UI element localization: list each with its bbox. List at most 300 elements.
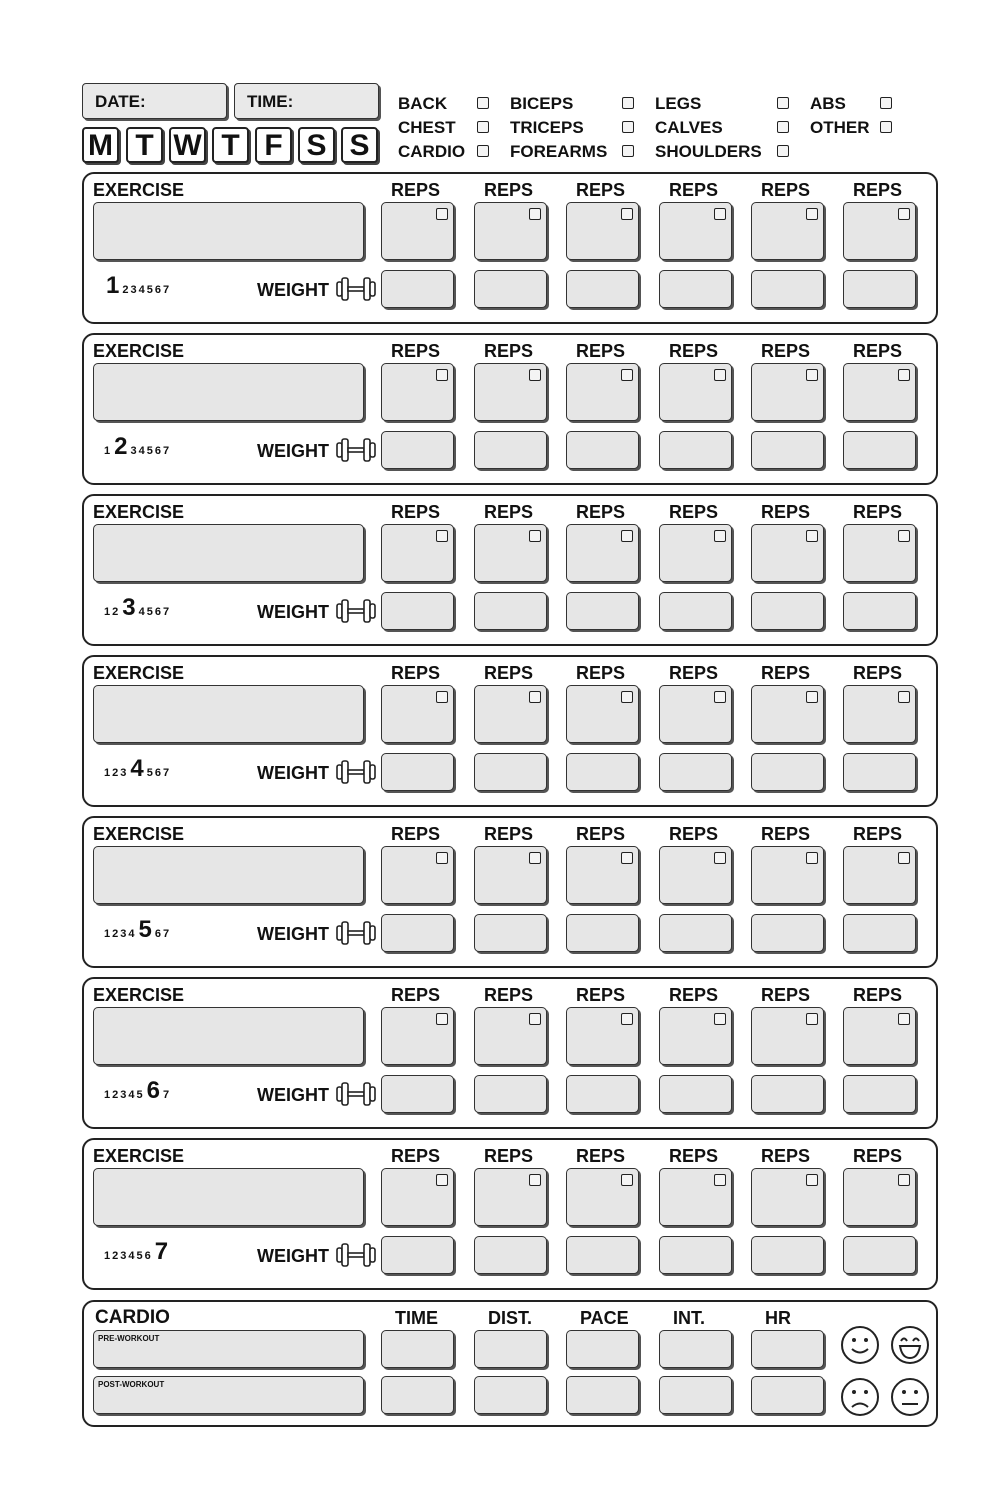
order-digit-7: 7	[162, 767, 172, 779]
order-digit-1: 1	[104, 445, 113, 457]
weight-input-set-3[interactable]	[566, 914, 639, 952]
reps-input-set-3[interactable]	[566, 685, 639, 743]
day-button-3[interactable]: W	[169, 127, 206, 163]
reps-input-set-6[interactable]	[843, 1007, 916, 1065]
reps-input-set-5[interactable]	[751, 524, 824, 582]
set-complete-checkbox[interactable]	[806, 369, 818, 381]
set-complete-checkbox[interactable]	[436, 530, 448, 542]
exercise-label: EXERCISE	[93, 502, 185, 522]
cardio-col-time: TIME	[395, 1308, 438, 1328]
day-button-2[interactable]: T	[126, 127, 163, 163]
reps-input-set-4[interactable]	[659, 1007, 732, 1065]
set-complete-checkbox[interactable]	[898, 208, 910, 220]
order-digit-3: 3	[120, 767, 129, 779]
exercise-name-input[interactable]	[93, 846, 364, 904]
cardio-col-pace: PACE	[580, 1308, 629, 1328]
order-digit-3: 3	[120, 1089, 129, 1101]
set-complete-checkbox[interactable]	[898, 691, 910, 703]
muscle-label-shoulders: SHOULDERS	[655, 142, 762, 161]
weight-label: WEIGHT	[257, 602, 329, 622]
order-digit-5: 5	[136, 1250, 145, 1262]
set-complete-checkbox[interactable]	[436, 208, 448, 220]
weight-input-set-4[interactable]	[659, 914, 732, 952]
reps-input-set-1[interactable]	[381, 1168, 454, 1226]
order-digit-7: 7	[162, 928, 172, 940]
reps-input-set-1[interactable]	[381, 363, 454, 421]
dumbbell-icon	[335, 920, 377, 946]
exercise-order-indicator	[104, 433, 171, 461]
set-complete-checkbox[interactable]	[529, 530, 541, 542]
weight-input-set-4[interactable]	[659, 1236, 732, 1274]
reps-label: REPS	[761, 824, 811, 844]
order-digit-2: 2	[112, 928, 121, 940]
exercise-order-indicator	[104, 272, 171, 300]
reps-input-set-2[interactable]	[474, 846, 547, 904]
weight-label: WEIGHT	[257, 1246, 329, 1266]
reps-label: REPS	[576, 985, 626, 1005]
reps-input-set-3[interactable]	[566, 1168, 639, 1226]
reps-label: REPS	[853, 341, 903, 361]
reps-label: REPS	[484, 985, 534, 1005]
weight-input-set-6[interactable]	[843, 753, 916, 791]
order-digit-7: 7	[154, 1238, 170, 1265]
pre-int-input[interactable]	[659, 1330, 732, 1368]
reps-input-set-6[interactable]	[843, 363, 916, 421]
weight-input-set-2[interactable]	[474, 753, 547, 791]
reps-input-set-4[interactable]	[659, 363, 732, 421]
exercise-label: EXERCISE	[93, 1146, 185, 1166]
exercise-label: EXERCISE	[93, 824, 185, 844]
reps-label: REPS	[761, 663, 811, 683]
order-digit-3: 3	[130, 445, 139, 457]
weight-input-set-1[interactable]	[381, 592, 454, 630]
weight-input-set-3[interactable]	[566, 270, 639, 308]
order-digit-5: 5	[146, 445, 155, 457]
reps-input-set-3[interactable]	[566, 202, 639, 260]
reps-label: REPS	[853, 1146, 903, 1166]
muscle-label-chest: CHEST	[398, 118, 456, 137]
post-dist-input[interactable]	[474, 1376, 547, 1414]
weight-input-set-2[interactable]	[474, 270, 547, 308]
weight-input-set-1[interactable]	[381, 1236, 454, 1274]
muscle-checkbox-forearms[interactable]	[622, 145, 634, 157]
post-workout-label: POST-WORKOUT	[98, 1380, 165, 1389]
post-time-input[interactable]	[381, 1376, 454, 1414]
exercise-name-input[interactable]	[93, 363, 364, 421]
order-digit-6: 6	[146, 1077, 161, 1104]
order-digit-1: 1	[104, 767, 113, 779]
weight-label: WEIGHT	[257, 280, 329, 300]
cardio-col-hr: HR	[765, 1308, 791, 1328]
reps-input-set-3[interactable]	[566, 363, 639, 421]
weight-input-set-1[interactable]	[381, 270, 454, 308]
exercise-order-indicator	[104, 594, 171, 622]
reps-input-set-4[interactable]	[659, 685, 732, 743]
order-digit-4: 4	[128, 1250, 137, 1262]
muscle-checkbox-other[interactable]	[880, 121, 892, 133]
reps-label: REPS	[669, 1146, 719, 1166]
reps-input-set-2[interactable]	[474, 524, 547, 582]
set-complete-checkbox[interactable]	[529, 208, 541, 220]
exercise-label: EXERCISE	[93, 985, 185, 1005]
weight-input-set-4[interactable]	[659, 270, 732, 308]
set-complete-checkbox[interactable]	[436, 852, 448, 864]
reps-input-set-5[interactable]	[751, 363, 824, 421]
set-complete-checkbox[interactable]	[436, 369, 448, 381]
weight-input-set-4[interactable]	[659, 753, 732, 791]
reps-label: REPS	[853, 502, 903, 522]
set-complete-checkbox[interactable]	[621, 691, 633, 703]
exercise-name-input[interactable]	[93, 1007, 364, 1065]
reps-label: REPS	[576, 663, 626, 683]
muscle-label-forearms: FOREARMS	[510, 142, 608, 161]
order-digit-5: 5	[136, 1089, 145, 1101]
set-complete-checkbox[interactable]	[529, 369, 541, 381]
weight-input-set-4[interactable]	[659, 1075, 732, 1113]
set-complete-checkbox[interactable]	[529, 1174, 541, 1186]
order-digit-1: 1	[104, 1250, 113, 1262]
cardio-panel	[82, 1300, 938, 1427]
order-digit-3: 3	[120, 928, 129, 940]
reps-label: REPS	[853, 985, 903, 1005]
muscle-checkbox-cardio[interactable]	[477, 145, 489, 157]
set-complete-checkbox[interactable]	[898, 530, 910, 542]
reps-label: REPS	[669, 663, 719, 683]
weight-input-set-6[interactable]	[843, 431, 916, 469]
weight-input-set-3[interactable]	[566, 431, 639, 469]
reps-label: REPS	[761, 985, 811, 1005]
set-complete-checkbox[interactable]	[898, 1013, 910, 1025]
reps-label: REPS	[576, 502, 626, 522]
weight-input-set-5[interactable]	[751, 914, 824, 952]
date-label: DATE:	[95, 92, 146, 111]
set-complete-checkbox[interactable]	[714, 691, 726, 703]
order-digit-7: 7	[162, 445, 172, 457]
reps-input-set-2[interactable]	[474, 1168, 547, 1226]
weight-input-set-2[interactable]	[474, 1236, 547, 1274]
reps-label: REPS	[576, 824, 626, 844]
exercise-panel-6	[82, 977, 938, 1129]
exercise-name-input[interactable]	[93, 685, 364, 743]
set-complete-checkbox[interactable]	[898, 369, 910, 381]
exercise-order-indicator	[104, 1238, 171, 1266]
weight-input-set-3[interactable]	[566, 753, 639, 791]
order-digit-1: 1	[104, 1089, 113, 1101]
order-digit-2: 2	[112, 606, 121, 618]
dumbbell-icon	[335, 1081, 377, 1107]
set-complete-checkbox[interactable]	[714, 208, 726, 220]
weight-input-set-5[interactable]	[751, 431, 824, 469]
weight-input-set-1[interactable]	[381, 431, 454, 469]
post-workout-input[interactable]	[93, 1376, 364, 1414]
pre-hr-input[interactable]	[751, 1330, 824, 1368]
muscle-label-abs: ABS	[810, 94, 846, 113]
set-complete-checkbox[interactable]	[714, 1013, 726, 1025]
reps-input-set-6[interactable]	[843, 1168, 916, 1226]
weight-label: WEIGHT	[257, 441, 329, 461]
order-digit-1: 1	[104, 928, 113, 940]
weight-input-set-4[interactable]	[659, 431, 732, 469]
day-button-5[interactable]: F	[255, 127, 292, 163]
muscle-checkbox-shoulders[interactable]	[777, 145, 789, 157]
set-complete-checkbox[interactable]	[898, 852, 910, 864]
reps-label: REPS	[669, 341, 719, 361]
weight-input-set-6[interactable]	[843, 1075, 916, 1113]
exercise-name-input[interactable]	[93, 524, 364, 582]
exercise-panel-2	[82, 333, 938, 485]
exercise-order-indicator	[104, 916, 171, 944]
order-digit-2: 2	[114, 433, 129, 460]
weight-input-set-6[interactable]	[843, 914, 916, 952]
set-complete-checkbox[interactable]	[806, 530, 818, 542]
reps-label: REPS	[391, 663, 441, 683]
order-digit-5: 5	[146, 284, 155, 296]
reps-label: REPS	[669, 985, 719, 1005]
day-button-4[interactable]: T	[212, 127, 249, 163]
weight-input-set-5[interactable]	[751, 270, 824, 308]
reps-input-set-5[interactable]	[751, 685, 824, 743]
order-digit-3: 3	[122, 594, 137, 621]
weight-input-set-1[interactable]	[381, 1075, 454, 1113]
reps-label: REPS	[669, 180, 719, 200]
set-complete-checkbox[interactable]	[436, 1174, 448, 1186]
weight-input-set-1[interactable]	[381, 753, 454, 791]
set-complete-checkbox[interactable]	[436, 691, 448, 703]
exercise-name-input[interactable]	[93, 202, 364, 260]
reps-label: REPS	[391, 985, 441, 1005]
reps-input-set-4[interactable]	[659, 202, 732, 260]
order-digit-2: 2	[122, 284, 131, 296]
reps-input-set-1[interactable]	[381, 685, 454, 743]
time-field[interactable]	[234, 83, 379, 119]
reps-input-set-1[interactable]	[381, 524, 454, 582]
grin-face-icon[interactable]	[890, 1325, 930, 1365]
exercise-panel-5	[82, 816, 938, 968]
muscle-checkbox-chest[interactable]	[477, 121, 489, 133]
exercise-label: EXERCISE	[93, 180, 185, 200]
exercise-panel-3	[82, 494, 938, 646]
order-digit-4: 4	[138, 445, 147, 457]
weight-input-set-3[interactable]	[566, 1236, 639, 1274]
muscle-checkbox-abs[interactable]	[880, 97, 892, 109]
reps-input-set-3[interactable]	[566, 524, 639, 582]
set-complete-checkbox[interactable]	[806, 1174, 818, 1186]
reps-label: REPS	[853, 180, 903, 200]
muscle-checkbox-biceps[interactable]	[622, 97, 634, 109]
set-complete-checkbox[interactable]	[806, 1013, 818, 1025]
weight-input-set-5[interactable]	[751, 592, 824, 630]
reps-input-set-1[interactable]	[381, 1007, 454, 1065]
date-field[interactable]	[82, 83, 227, 119]
weight-input-set-1[interactable]	[381, 914, 454, 952]
reps-label: REPS	[484, 180, 534, 200]
muscle-label-biceps: BICEPS	[510, 94, 574, 113]
reps-label: REPS	[761, 1146, 811, 1166]
reps-label: REPS	[761, 180, 811, 200]
reps-input-set-1[interactable]	[381, 202, 454, 260]
order-digit-6: 6	[154, 928, 163, 940]
muscle-label-back: BACK	[398, 94, 448, 113]
order-digit-4: 4	[130, 755, 145, 782]
day-button-6[interactable]: S	[298, 127, 335, 163]
weight-input-set-5[interactable]	[751, 1236, 824, 1274]
set-complete-checkbox[interactable]	[529, 691, 541, 703]
muscle-label-other: OTHER	[810, 118, 870, 137]
reps-label: REPS	[391, 824, 441, 844]
order-digit-7: 7	[162, 606, 172, 618]
weight-input-set-4[interactable]	[659, 592, 732, 630]
reps-label: REPS	[484, 1146, 534, 1166]
set-complete-checkbox[interactable]	[806, 208, 818, 220]
reps-label: REPS	[853, 824, 903, 844]
set-complete-checkbox[interactable]	[621, 369, 633, 381]
reps-label: REPS	[391, 180, 441, 200]
day-button-1[interactable]: M	[82, 127, 119, 163]
reps-input-set-4[interactable]	[659, 1168, 732, 1226]
order-digit-4: 4	[128, 1089, 137, 1101]
order-digit-6: 6	[154, 767, 163, 779]
weight-label: WEIGHT	[257, 924, 329, 944]
reps-label: REPS	[761, 341, 811, 361]
reps-input-set-2[interactable]	[474, 363, 547, 421]
set-complete-checkbox[interactable]	[436, 1013, 448, 1025]
weight-input-set-2[interactable]	[474, 431, 547, 469]
pre-workout-label: PRE-WORKOUT	[98, 1334, 160, 1343]
order-digit-4: 4	[138, 284, 147, 296]
reps-input-set-5[interactable]	[751, 1007, 824, 1065]
reps-input-set-5[interactable]	[751, 846, 824, 904]
reps-label: REPS	[391, 1146, 441, 1166]
exercise-panel-4	[82, 655, 938, 807]
muscle-checkbox-triceps[interactable]	[622, 121, 634, 133]
exercise-label: EXERCISE	[93, 663, 185, 683]
muscle-checkbox-legs[interactable]	[777, 97, 789, 109]
order-digit-1: 1	[106, 272, 121, 299]
dumbbell-icon	[335, 1242, 377, 1268]
set-complete-checkbox[interactable]	[714, 369, 726, 381]
weight-input-set-5[interactable]	[751, 1075, 824, 1113]
reps-input-set-6[interactable]	[843, 524, 916, 582]
muscle-label-legs: LEGS	[655, 94, 702, 113]
post-pace-input[interactable]	[566, 1376, 639, 1414]
pre-dist-input[interactable]	[474, 1330, 547, 1368]
reps-input-set-1[interactable]	[381, 846, 454, 904]
exercise-panel-7	[82, 1138, 938, 1290]
set-complete-checkbox[interactable]	[621, 208, 633, 220]
order-digit-3: 3	[120, 1250, 129, 1262]
exercise-label: EXERCISE	[93, 341, 185, 361]
reps-input-set-3[interactable]	[566, 846, 639, 904]
time-label: TIME:	[247, 92, 294, 111]
pre-time-input[interactable]	[381, 1330, 454, 1368]
cardio-col-int: INT.	[673, 1308, 706, 1328]
order-digit-6: 6	[154, 445, 163, 457]
set-complete-checkbox[interactable]	[621, 530, 633, 542]
set-complete-checkbox[interactable]	[529, 852, 541, 864]
reps-label: REPS	[669, 502, 719, 522]
reps-input-set-2[interactable]	[474, 1007, 547, 1065]
set-complete-checkbox[interactable]	[806, 691, 818, 703]
reps-label: REPS	[761, 502, 811, 522]
reps-input-set-6[interactable]	[843, 685, 916, 743]
set-complete-checkbox[interactable]	[621, 1174, 633, 1186]
order-digit-7: 7	[162, 1089, 172, 1101]
cardio-col-dist: DIST.	[488, 1308, 533, 1328]
reps-input-set-5[interactable]	[751, 202, 824, 260]
reps-input-set-3[interactable]	[566, 1007, 639, 1065]
weight-label: WEIGHT	[257, 763, 329, 783]
smile-face-icon[interactable]	[840, 1325, 880, 1365]
exercise-order-indicator	[104, 755, 171, 783]
reps-label: REPS	[484, 663, 534, 683]
set-complete-checkbox[interactable]	[714, 530, 726, 542]
set-complete-checkbox[interactable]	[898, 1174, 910, 1186]
reps-input-set-4[interactable]	[659, 524, 732, 582]
reps-input-set-2[interactable]	[474, 685, 547, 743]
weight-input-set-6[interactable]	[843, 1236, 916, 1274]
reps-input-set-4[interactable]	[659, 846, 732, 904]
weight-label: WEIGHT	[257, 1085, 329, 1105]
set-complete-checkbox[interactable]	[714, 852, 726, 864]
exercise-order-indicator	[104, 1077, 171, 1105]
exercise-name-input[interactable]	[93, 1168, 364, 1226]
reps-input-set-2[interactable]	[474, 202, 547, 260]
reps-label: REPS	[576, 180, 626, 200]
set-complete-checkbox[interactable]	[806, 852, 818, 864]
weight-input-set-2[interactable]	[474, 1075, 547, 1113]
set-complete-checkbox[interactable]	[714, 1174, 726, 1186]
set-complete-checkbox[interactable]	[621, 852, 633, 864]
dumbbell-icon	[335, 598, 377, 624]
set-complete-checkbox[interactable]	[621, 1013, 633, 1025]
weight-input-set-3[interactable]	[566, 1075, 639, 1113]
reps-label: REPS	[484, 824, 534, 844]
pre-workout-input[interactable]	[93, 1330, 364, 1368]
sad-face-icon[interactable]	[840, 1377, 880, 1417]
reps-input-set-5[interactable]	[751, 1168, 824, 1226]
weight-input-set-2[interactable]	[474, 914, 547, 952]
order-digit-2: 2	[112, 1089, 121, 1101]
weight-input-set-6[interactable]	[843, 270, 916, 308]
weight-input-set-6[interactable]	[843, 592, 916, 630]
dumbbell-icon	[335, 759, 377, 785]
order-digit-6: 6	[154, 606, 163, 618]
order-digit-5: 5	[146, 606, 155, 618]
muscle-label-calves: CALVES	[655, 118, 723, 137]
muscle-checkbox-calves[interactable]	[777, 121, 789, 133]
weight-input-set-2[interactable]	[474, 592, 547, 630]
reps-input-set-6[interactable]	[843, 202, 916, 260]
reps-label: REPS	[576, 1146, 626, 1166]
post-int-input[interactable]	[659, 1376, 732, 1414]
weight-input-set-3[interactable]	[566, 592, 639, 630]
weight-input-set-5[interactable]	[751, 753, 824, 791]
day-button-7[interactable]: S	[341, 127, 378, 163]
muscle-checkbox-back[interactable]	[477, 97, 489, 109]
pre-pace-input[interactable]	[566, 1330, 639, 1368]
reps-label: REPS	[391, 502, 441, 522]
reps-input-set-6[interactable]	[843, 846, 916, 904]
order-digit-4: 4	[138, 606, 147, 618]
order-digit-2: 2	[112, 767, 121, 779]
order-digit-1: 1	[104, 606, 113, 618]
order-digit-5: 5	[138, 916, 153, 943]
post-hr-input[interactable]	[751, 1376, 824, 1414]
reps-label: REPS	[853, 663, 903, 683]
neutral-face-icon[interactable]	[890, 1377, 930, 1417]
dumbbell-icon	[335, 437, 377, 463]
set-complete-checkbox[interactable]	[529, 1013, 541, 1025]
